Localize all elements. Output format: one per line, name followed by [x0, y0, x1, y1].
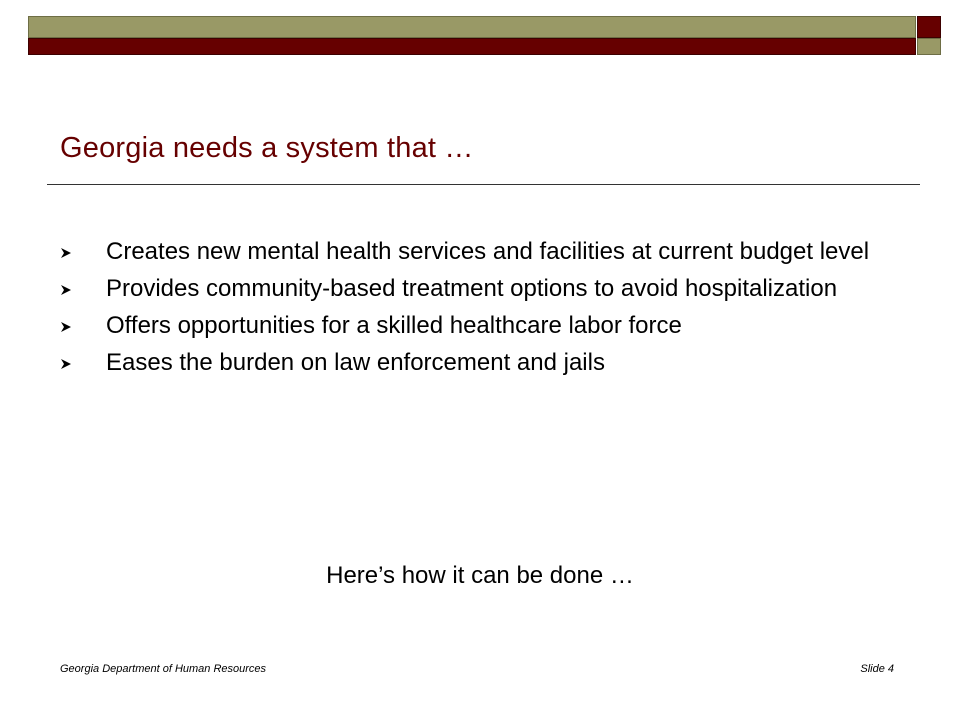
bullet-list [60, 238, 900, 386]
banner-olive-square [917, 38, 941, 55]
bullet-text: Provides community-based treatment options to avoid hospitalization [106, 275, 838, 302]
bullet-text: Offers opportunities for a skilled healthcare labor force [106, 312, 682, 339]
banner-maroon-bar [28, 38, 916, 55]
bullet-item [60, 275, 900, 303]
arrowhead-icon [60, 284, 72, 296]
arrowhead-icon [60, 247, 72, 259]
bullet-item [60, 349, 900, 377]
banner-olive-bar [28, 16, 916, 38]
header-banner [0, 0, 960, 60]
bullet-text: Creates new mental health services and facilities at current budget level [106, 238, 870, 265]
bullet-item [60, 312, 900, 340]
slide-title: Georgia needs a system that … [60, 132, 474, 164]
banner-maroon-square [917, 16, 941, 38]
closing-statement: Here’s how it can be done … [326, 562, 634, 589]
bullet-item [60, 238, 900, 266]
footer-slide-number: Slide 4 [860, 663, 894, 675]
arrowhead-icon [60, 321, 72, 333]
footer-organization: Georgia Department of Human Resources [60, 663, 267, 675]
title-divider [47, 184, 920, 185]
bullet-text: Eases the burden on law enforcement and jails [106, 349, 605, 376]
arrowhead-icon [60, 358, 72, 370]
